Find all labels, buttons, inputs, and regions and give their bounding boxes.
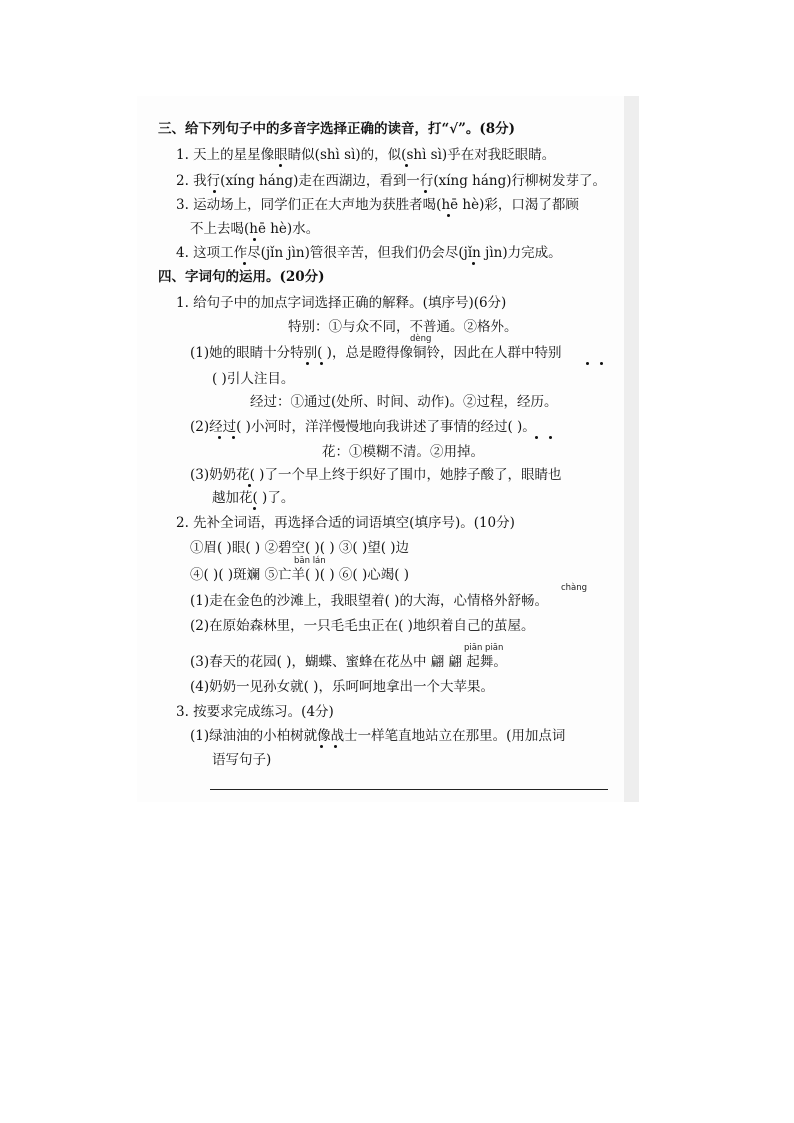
emphasis-dot [447, 214, 450, 217]
s3-item2: 2. 我行(xíng háng)走在西湖边，看到一行(xíng háng)行柳树发芽了。 [176, 173, 607, 189]
q1-sentence3a: (3)奶奶花( )了一个早上终于织好了围巾，她脖子酸了，眼睛也 [190, 467, 562, 483]
emphasis-dot [253, 507, 256, 510]
q2-sentence3: (3)春天的花园( )，蝴蝶、蜜蜂在花丛中 翩 翩 起舞。 [190, 654, 507, 670]
emphasis-dot [279, 164, 282, 167]
s3-item1: 1. 天上的星星像眼睛似(shì sì)的，似(shì sì)乎在对我眨眼睛。 [176, 147, 556, 163]
s3-item4: 4. 这项工作尽(jǐn jìn)管很辛苦，但我们仍会尽(jǐn jìn)力完成。 [176, 245, 562, 261]
q2-sentence2: (2)在原始森林里，一只毛毛虫正在( )地织着自己的茧屋。 [190, 618, 535, 634]
emphasis-dot [320, 362, 323, 365]
q3-sentence1b: 语写句子) [212, 752, 272, 768]
q2-words-row1: ①眉( )眼( ) ②碧空( )( ) ③( )望( )边 [190, 540, 410, 556]
section4-title: 四、字词句的运用。(20分) [158, 269, 325, 285]
emphasis-dot [472, 262, 475, 265]
emphasis-dot [405, 164, 408, 167]
q1-def-tebie: 特别：①与众不同，不普通。②格外。 [288, 319, 518, 335]
q2-words-row2: ④( )( )斑斓 ⑤亡羊( )( ) ⑥( )心竭( ) [190, 567, 410, 583]
emphasis-dot [232, 436, 235, 439]
emphasis-dot [243, 262, 246, 265]
emphasis-dot [248, 484, 251, 487]
q2-title: 2. 先补全词语，再选择合适的词语填空(填序号)。(10分) [176, 515, 515, 531]
q2-sentence4: (4)奶奶一见孙女就( )，乐呵呵地拿出一个大苹果。 [190, 679, 494, 695]
emphasis-dot [306, 362, 309, 365]
emphasis-dot [586, 362, 589, 365]
answer-line [210, 789, 608, 790]
q1-def-hua: 花：①模糊不清。②用掉。 [322, 444, 484, 460]
q1-sentence2: (2)经过( )小河时，洋洋慢慢地向我讲述了事情的经过( )。 [190, 419, 536, 435]
pinyin-banlan: bān lán [294, 556, 326, 566]
emphasis-dot [334, 745, 337, 748]
emphasis-dot [600, 362, 603, 365]
q3-title: 3. 按要求完成练习。(4分) [176, 704, 334, 720]
emphasis-dot [549, 436, 552, 439]
pinyin-chang: chàng [561, 583, 588, 593]
section3-title: 三、给下列句子中的多音字选择正确的读音，打“√”。(8分) [158, 121, 516, 137]
s3-item3a: 3. 运动场上，同学们正在大声地为获胜者喝(hē hè)彩，口渴了都顾 [176, 197, 579, 213]
scan-edge-shadow [624, 96, 639, 802]
q2-sentence1: (1)走在金色的沙滩上，我眼望着( )的大海，心情格外舒畅。 [190, 593, 548, 609]
emphasis-dot [253, 238, 256, 241]
pinyin-deng: dèng [410, 334, 432, 344]
q1-title: 1. 给句子中的加点字词选择正确的解释。(填序号)(6分) [176, 295, 507, 311]
emphasis-dot [218, 436, 221, 439]
emphasis-dot [320, 745, 323, 748]
emphasis-dot [424, 190, 427, 193]
q1-def-jingguo: 经过：①通过(处所、时间、动作)。②过程，经历。 [250, 394, 558, 410]
emphasis-dot [213, 190, 216, 193]
q1-sentence1a: (1)她的眼睛十分特别( )，总是瞪得像铜铃，因此在人群中特别 [190, 345, 562, 361]
q1-sentence1b: ( )引人注目。 [212, 371, 295, 387]
pinyin-pianpian: piān piān [464, 643, 504, 653]
s3-item3b: 不上去喝(hē hè)水。 [190, 221, 320, 237]
emphasis-dot [535, 436, 538, 439]
q3-sentence1a: (1)绿油油的小柏树就像战士一样笔直地站立在那里。(用加点词 [190, 728, 566, 744]
q1-sentence3b: 越加花( )了。 [212, 490, 295, 506]
